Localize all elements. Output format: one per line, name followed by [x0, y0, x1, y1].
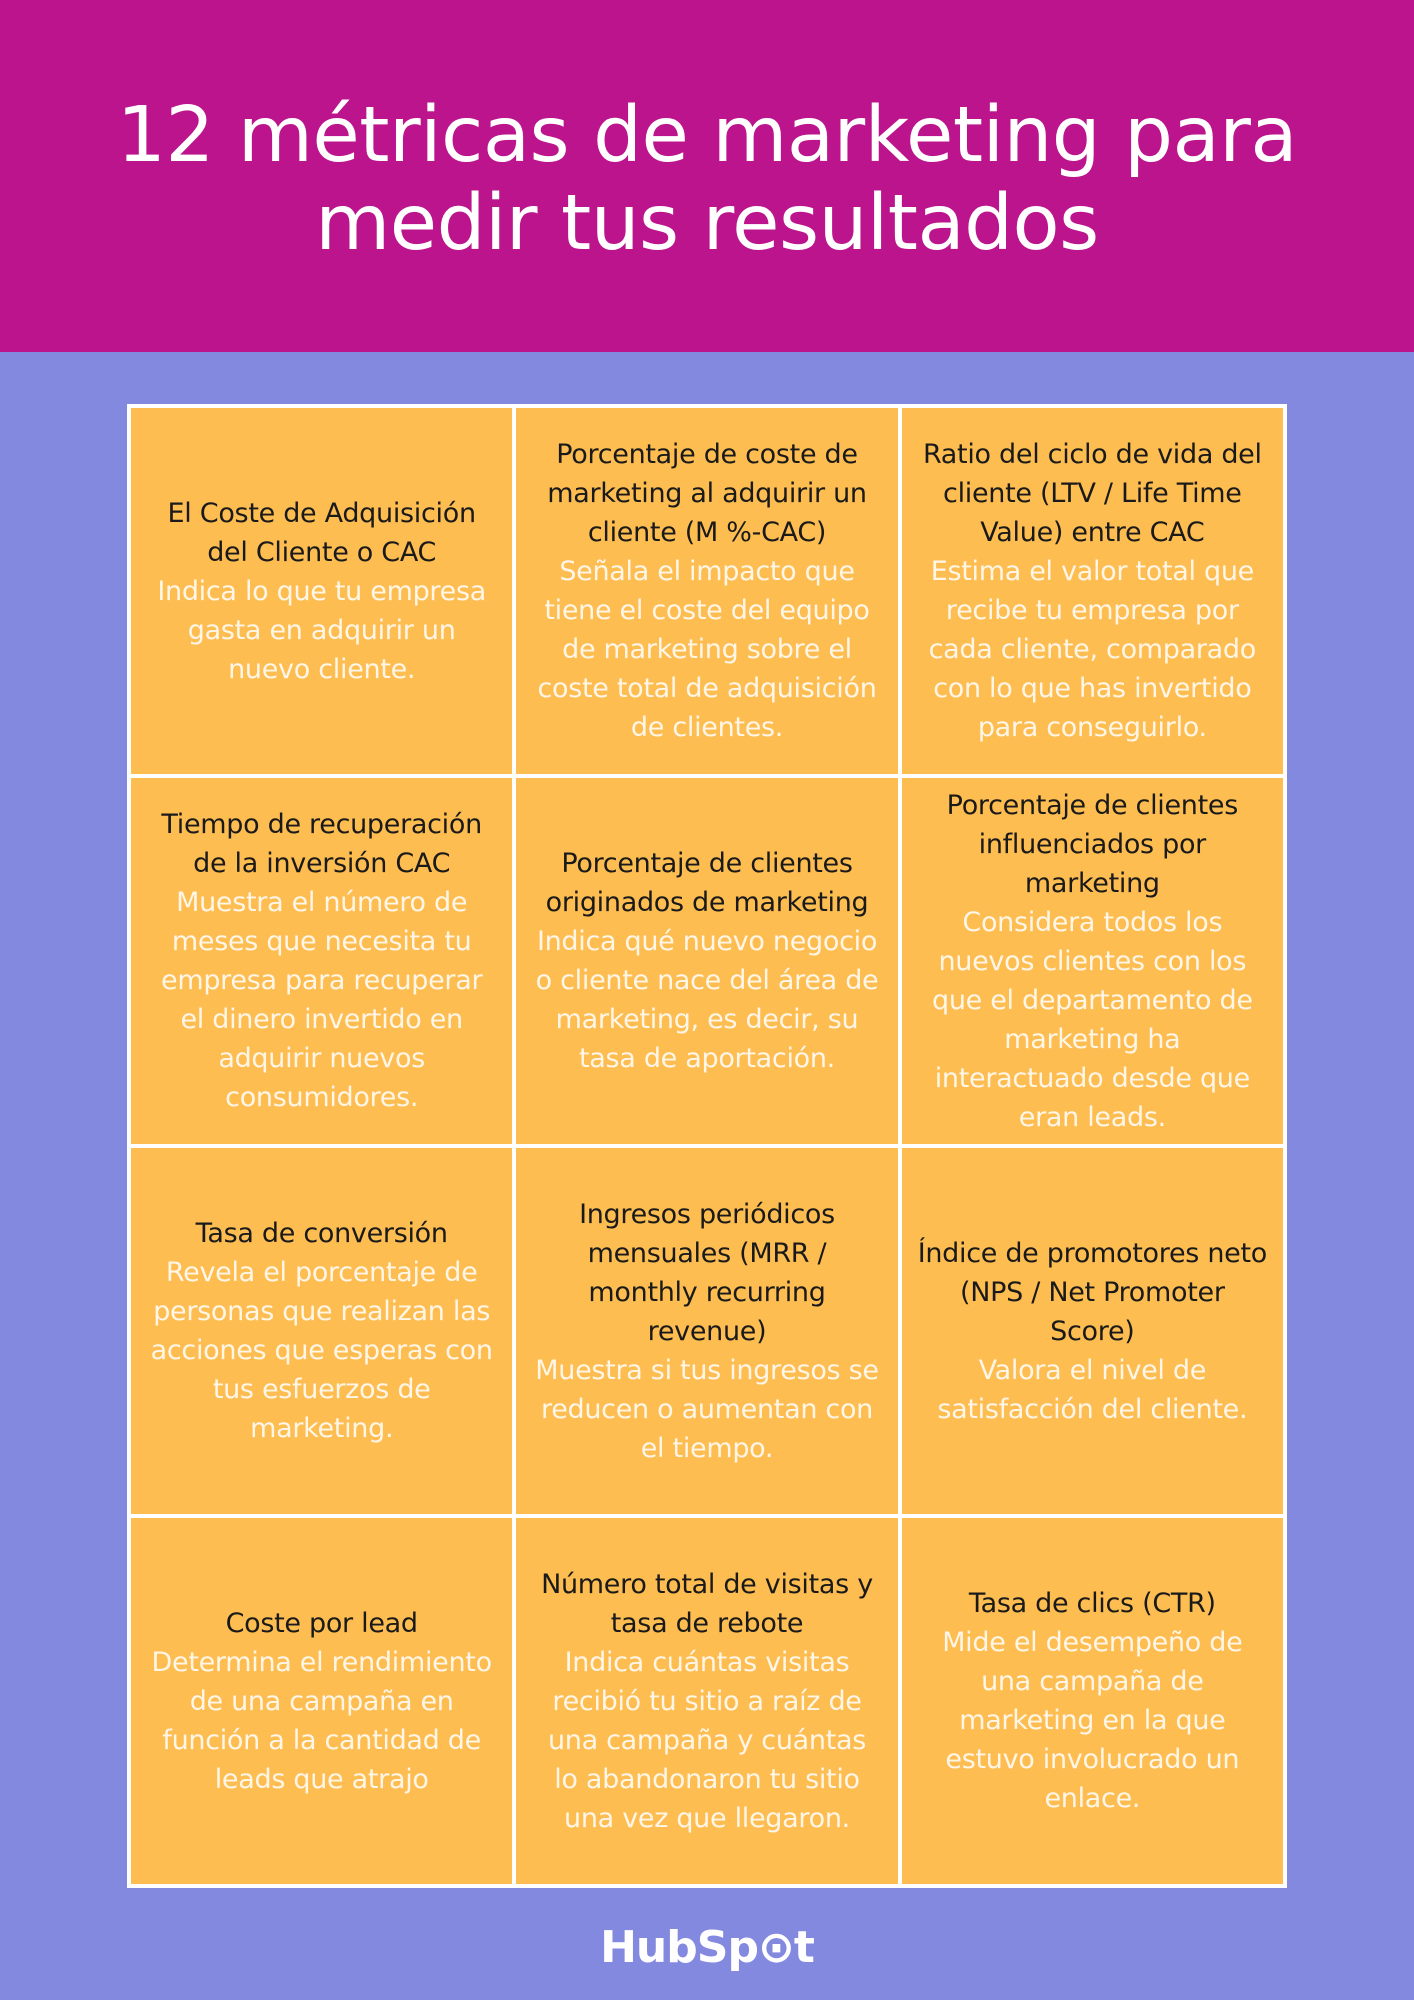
metric-title: Porcentaje de coste de marketing al adquirir un cliente (M %-CAC)	[547, 439, 867, 548]
metric-description: Señala el impacto que tiene el coste del equipo de marketing sobre el coste total de adquisición de clientes.	[537, 556, 877, 743]
hubspot-logo	[0, 1922, 1414, 1974]
metric-card-m-cac	[516, 408, 897, 774]
metric-card-mrr	[516, 1148, 897, 1514]
logo-text-end: t	[793, 1922, 814, 1973]
header-banner	[0, 0, 1414, 352]
metric-title: Coste por lead	[225, 1607, 418, 1639]
page-title: 12 métricas de marketing para medir tus resultados	[116, 91, 1298, 268]
metric-title: Tasa de conversión	[195, 1218, 448, 1249]
metric-title: Índice de promotores neto (NPS / Net Promoter Score)	[917, 1237, 1267, 1347]
metric-description: Valora el nivel de satisfacción del cliente.	[937, 1354, 1248, 1425]
metric-card-conversion-rate	[131, 1148, 512, 1514]
metric-description: Muestra si tus ingresos se reducen o aumentan con el tiempo.	[535, 1354, 879, 1464]
metric-description: Determina el rendimiento de una campaña en función a la cantidad de leads que atrajo	[151, 1646, 492, 1795]
metric-description: Considera todos los nuevos clientes con los que el departamento de marketing ha interactuado desde que eran leads.	[931, 906, 1253, 1133]
metric-description: Indica lo que tu empresa gasta en adquirir un nuevo cliente.	[157, 575, 486, 685]
metric-description: Mide el desempeño de una campaña de marketing en la que estuvo involucrado un enlace.	[942, 1627, 1243, 1814]
metric-title: Tasa de clics (CTR)	[968, 1588, 1216, 1619]
metric-title: Porcentaje de clientes originados de marketing	[545, 848, 869, 918]
metric-title: Ingresos periódicos mensuales (MRR / monthly recurring revenue)	[579, 1198, 835, 1347]
metric-card-ltv-cac	[902, 408, 1283, 774]
metric-description: Revela el porcentaje de personas que realizan las acciones que esperas con tus esfuerzos de marketing.	[150, 1257, 493, 1444]
metric-description: Estima el valor total que recibe tu empresa por cada cliente, comparado con lo que has invertido para conseguirlo.	[928, 556, 1256, 743]
metric-card-ctr	[902, 1518, 1283, 1884]
metric-card-cac-payback	[131, 778, 512, 1144]
sprocket-icon: ⊙	[757, 1922, 794, 1973]
metric-card-nps	[902, 1148, 1283, 1514]
logo-text-start: HubSp	[600, 1922, 758, 1973]
metric-card-marketing-influenced	[902, 778, 1283, 1144]
metric-title: El Coste de Adquisición del Cliente o CAC	[167, 497, 476, 568]
metric-description: Muestra el número de meses que necesita tu empresa para recuperar el dinero invertido en adquirir nuevos consumidores.	[161, 887, 483, 1113]
metrics-grid	[127, 404, 1287, 1888]
metric-card-visits-bounce	[516, 1518, 897, 1884]
metric-title: Número total de visitas y tasa de rebote	[541, 1568, 873, 1639]
metric-title: Ratio del ciclo de vida del cliente (LTV / Life Time Value) entre CAC	[922, 439, 1262, 548]
metric-title: Tiempo de recuperación de la inversión CAC	[161, 809, 482, 879]
metric-description: Indica cuántas visitas recibió tu sitio a raíz de una campaña y cuántas lo abandonaron tu sitio una vez que llegaron.	[547, 1646, 867, 1834]
metric-card-cac	[131, 408, 512, 774]
metric-description: Indica qué nuevo negocio o cliente nace del área de marketing, es decir, su tasa de aportación.	[535, 926, 879, 1074]
metric-card-marketing-originated	[516, 778, 897, 1144]
metric-card-cost-per-lead	[131, 1518, 512, 1884]
metric-title: Porcentaje de clientes influenciados por marketing	[946, 789, 1238, 899]
